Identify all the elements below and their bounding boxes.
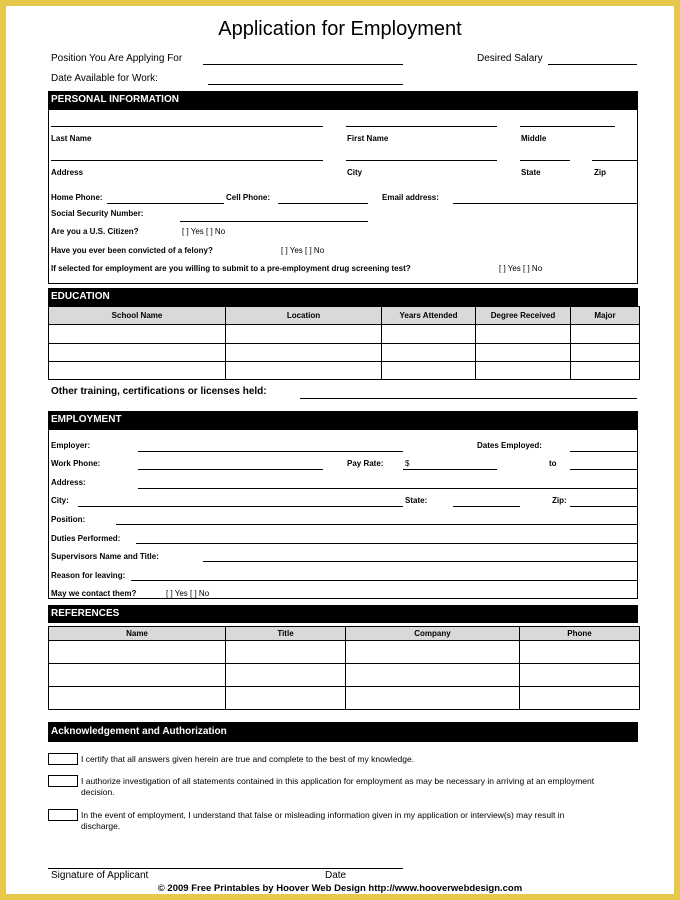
salary-label: Desired Salary xyxy=(477,53,543,64)
cell-phone-label: Cell Phone: xyxy=(226,193,271,202)
dates-employed-label: Dates Employed: xyxy=(477,441,542,450)
table-cell[interactable] xyxy=(226,641,346,664)
other-training-label: Other training, certifications or licenses held: xyxy=(51,386,267,397)
middle-label: Middle xyxy=(521,134,547,143)
references-col-name: Name xyxy=(49,627,226,641)
personal-info-header: PERSONAL INFORMATION xyxy=(48,91,638,109)
table-cell[interactable] xyxy=(476,344,571,362)
employment-box xyxy=(48,429,638,599)
education-header: EDUCATION xyxy=(48,288,638,306)
felony-question: Have you ever been convicted of a felony? xyxy=(51,246,213,255)
dates-employed-field[interactable] xyxy=(570,451,637,452)
table-cell[interactable] xyxy=(476,362,571,380)
ssn-label: Social Security Number: xyxy=(51,209,144,218)
supervisor-field[interactable] xyxy=(203,561,637,562)
position-label: Position You Are Applying For xyxy=(51,53,183,64)
table-cell[interactable] xyxy=(226,362,382,380)
employer-field[interactable] xyxy=(138,451,403,452)
table-cell[interactable] xyxy=(476,325,571,344)
table-cell[interactable] xyxy=(346,664,520,687)
table-row xyxy=(49,344,640,362)
zip-field[interactable] xyxy=(592,160,637,161)
table-cell[interactable] xyxy=(49,362,226,380)
employer-label: Employer: xyxy=(51,441,91,450)
contact-question: May we contact them? xyxy=(51,589,137,598)
position-held-field[interactable] xyxy=(116,524,637,525)
authorize-statement: I authorize investigation of all statements contained in this application for employment as may be necessary in arriving at an employment decision. xyxy=(81,776,595,797)
table-cell[interactable] xyxy=(226,325,382,344)
table-cell[interactable] xyxy=(571,325,640,344)
table-cell[interactable] xyxy=(382,344,476,362)
employer-city-field[interactable] xyxy=(78,506,403,507)
salary-field[interactable] xyxy=(548,64,637,65)
state-field[interactable] xyxy=(520,160,570,161)
table-cell[interactable] xyxy=(49,664,226,687)
table-row xyxy=(49,664,640,687)
drug-test-options[interactable]: [ ] Yes [ ] No xyxy=(499,264,543,273)
table-cell[interactable] xyxy=(520,641,640,664)
state-label: State xyxy=(521,168,541,177)
email-label: Email address: xyxy=(382,193,439,202)
employer-zip-label: Zip: xyxy=(552,496,567,505)
table-cell[interactable] xyxy=(346,687,520,710)
table-cell[interactable] xyxy=(226,344,382,362)
reason-leaving-field[interactable] xyxy=(131,580,637,581)
work-phone-field[interactable] xyxy=(138,469,323,470)
employer-state-label: State: xyxy=(405,496,428,505)
employer-city-label: City: xyxy=(51,496,69,505)
employer-address-field[interactable] xyxy=(138,488,637,489)
table-cell[interactable] xyxy=(346,641,520,664)
felony-options[interactable]: [ ] Yes [ ] No xyxy=(281,246,325,255)
position-field[interactable] xyxy=(203,64,403,65)
home-phone-field[interactable] xyxy=(107,203,224,204)
table-cell[interactable] xyxy=(226,687,346,710)
employment-header: EMPLOYMENT xyxy=(48,411,638,429)
city-field[interactable] xyxy=(346,160,497,161)
employer-state-field[interactable] xyxy=(453,506,520,507)
middle-field[interactable] xyxy=(520,126,615,127)
supervisor-label: Supervisors Name and Title: xyxy=(51,552,159,561)
education-table xyxy=(48,306,640,380)
home-phone-label: Home Phone: xyxy=(51,193,103,202)
acknowledgement-header: Acknowledgement and Authorization xyxy=(48,722,638,742)
city-label: City xyxy=(347,168,363,177)
table-cell[interactable] xyxy=(382,325,476,344)
table-cell[interactable] xyxy=(49,344,226,362)
references-table xyxy=(48,626,640,710)
position-held-label: Position: xyxy=(51,515,86,524)
education-col-major: Major xyxy=(571,307,640,325)
reason-leaving-label: Reason for leaving: xyxy=(51,571,126,580)
table-row xyxy=(49,325,640,344)
footer-copyright: © 2009 Free Printables by Hoover Web Design http://www.hooverwebdesign.com xyxy=(157,883,523,894)
signature-label: Signature of Applicant xyxy=(51,870,149,881)
authorize-checkbox[interactable] xyxy=(48,775,78,787)
discharge-statement: In the event of employment, I understand that false or misleading information given in my application or interview(s) may result in discharge. xyxy=(81,810,565,831)
page-title: Application for Employment xyxy=(218,18,462,40)
table-row xyxy=(49,362,640,380)
citizen-options[interactable]: [ ] Yes [ ] No xyxy=(182,227,226,236)
pay-rate-dollar: $ xyxy=(405,459,410,468)
date-available-label: Date Available for Work: xyxy=(51,73,158,84)
zip-label: Zip xyxy=(594,168,606,177)
references-col-title: Title xyxy=(226,627,346,641)
date-label: Date xyxy=(325,870,347,881)
duties-label: Duties Performed: xyxy=(51,534,121,543)
pay-rate-label: Pay Rate: xyxy=(347,459,384,468)
education-col-school: School Name xyxy=(49,307,226,325)
table-cell[interactable] xyxy=(49,325,226,344)
references-header: REFERENCES xyxy=(48,605,638,623)
contact-options[interactable]: [ ] Yes [ ] No xyxy=(166,589,210,598)
education-col-years: Years Attended xyxy=(382,307,476,325)
table-cell[interactable] xyxy=(571,362,640,380)
dates-to-label: to xyxy=(549,459,557,468)
table-cell[interactable] xyxy=(520,687,640,710)
first-name-field[interactable] xyxy=(346,126,497,127)
references-col-company: Company xyxy=(346,627,520,641)
table-cell[interactable] xyxy=(571,344,640,362)
employer-zip-field[interactable] xyxy=(570,506,637,507)
certify-checkbox[interactable] xyxy=(48,753,78,765)
table-cell[interactable] xyxy=(226,664,346,687)
citizen-question: Are you a U.S. Citizen? xyxy=(51,227,139,236)
personal-info-box xyxy=(48,109,638,284)
last-name-label: Last Name xyxy=(51,134,92,143)
table-row xyxy=(49,687,640,710)
discharge-checkbox[interactable] xyxy=(48,809,78,821)
dates-to-field[interactable] xyxy=(570,469,637,470)
duties-field[interactable] xyxy=(136,543,637,544)
education-col-location: Location xyxy=(226,307,382,325)
other-training-field[interactable] xyxy=(300,398,637,399)
employer-address-label: Address: xyxy=(51,478,86,487)
ssn-field[interactable] xyxy=(180,221,368,222)
table-cell[interactable] xyxy=(49,641,226,664)
last-name-field[interactable] xyxy=(51,126,323,127)
pay-rate-field[interactable] xyxy=(403,469,497,470)
table-cell[interactable] xyxy=(382,362,476,380)
work-phone-label: Work Phone: xyxy=(51,459,101,468)
table-cell[interactable] xyxy=(520,664,640,687)
first-name-label: First Name xyxy=(347,134,389,143)
references-col-phone: Phone xyxy=(520,627,640,641)
drug-test-question: If selected for employment are you willing to submit to a pre-employment drug screening test? xyxy=(51,264,411,273)
certify-statement: I certify that all answers given herein are true and complete to the best of my knowledge. xyxy=(81,754,415,764)
table-row xyxy=(49,641,640,664)
address-label: Address xyxy=(51,168,84,177)
signature-line[interactable] xyxy=(48,868,403,869)
email-field[interactable] xyxy=(453,203,637,204)
date-available-field[interactable] xyxy=(208,84,403,85)
address-field[interactable] xyxy=(51,160,323,161)
education-col-degree: Degree Received xyxy=(476,307,571,325)
table-cell[interactable] xyxy=(49,687,226,710)
cell-phone-field[interactable] xyxy=(278,203,368,204)
